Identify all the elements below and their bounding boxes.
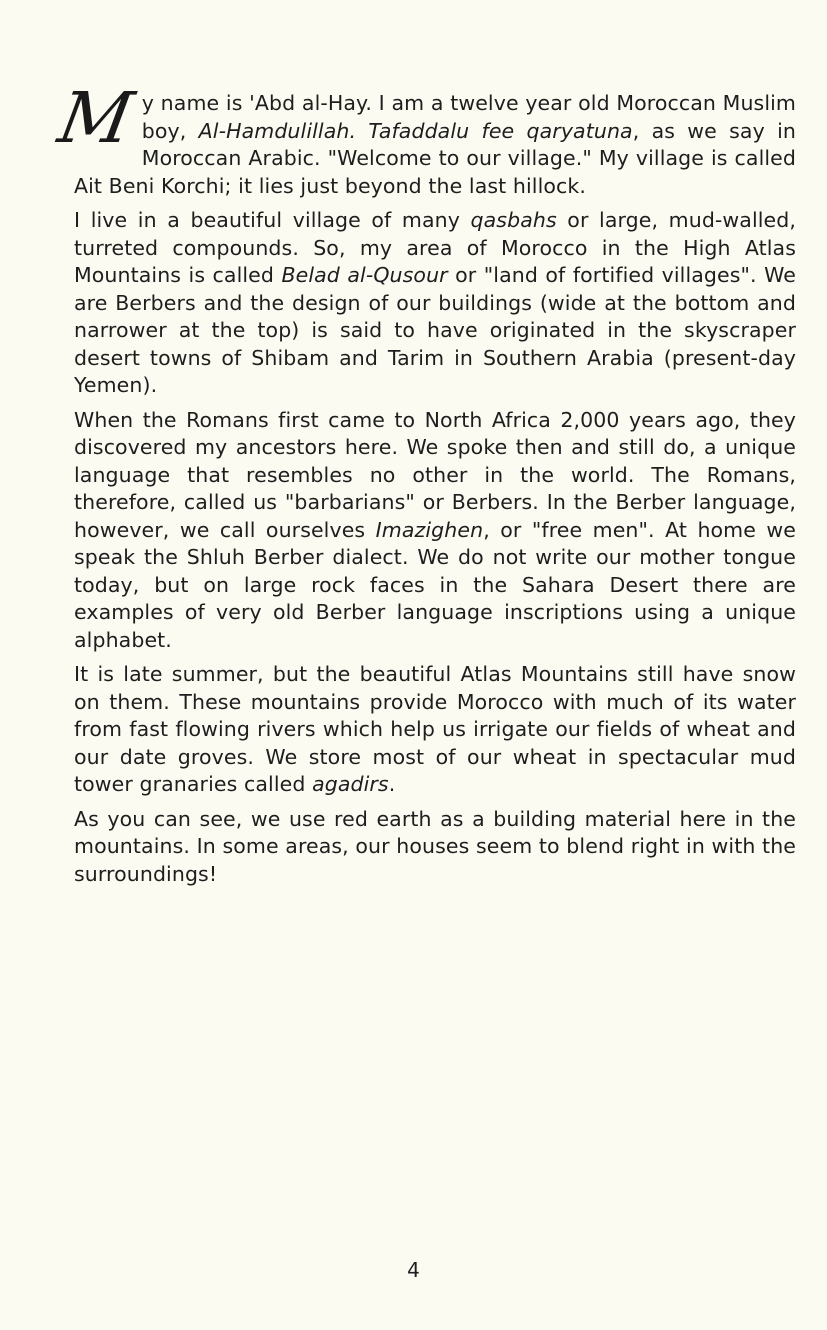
paragraph-5-text-a: As you can see, we use red earth as a building material here in the mountains. In some areas, our houses seem to blend right in with the surroundings! bbox=[74, 806, 796, 886]
paragraph-2-italic-a: qasbahs bbox=[470, 208, 557, 232]
paragraph-5 bbox=[74, 806, 796, 889]
page-number: 4 bbox=[407, 1258, 420, 1282]
body-text bbox=[52, 77, 797, 895]
paragraph-1-italic-a: Al-Hamdulillah. Tafaddalu fee qaryatuna bbox=[198, 118, 633, 143]
paragraph-4-text-a: It is late summer, but the beautiful Atlas Mountains still have snow on them. These mountains provide Morocco with much of its water from fast flowing rivers which help us irrigate our fields of wheat and our date groves. We store most of our wheat in spectacular mud tower granaries called bbox=[74, 662, 796, 796]
paragraph-1-text-b: , as we say in Moroccan Arabic. "Welcome to our village." My village is called Ait Beni Korchi; it lies just beyond the last hillock. bbox=[74, 118, 796, 198]
paragraph-4 bbox=[74, 661, 796, 799]
paragraph-3-text-b: , or "free men". At home we speak the Shluh Berber dialect. We do not write our mother tongue today, but on large rock faces in the Sahara Desert there are examples of very old Berber language inscriptions using a unique alphabet. bbox=[74, 517, 796, 652]
paragraph-2-text-c: or "land of fortified villages". We are Berbers and the design of our buildings (wide at the bottom and narrower at the top) is said to have originated in the skyscraper desert towns of Shibam and Tarim in Southern Arabia (present-day Yemen). bbox=[74, 263, 797, 397]
paragraph-4-italic-a: agadirs bbox=[312, 772, 389, 796]
paragraph-3-italic-a: Imazighen bbox=[375, 517, 484, 542]
drop-cap: M bbox=[52, 77, 140, 159]
paragraph-2 bbox=[74, 207, 796, 400]
paragraph-4-text-b: . bbox=[388, 772, 396, 796]
paragraph-2-text-b: or large, mud-walled, turreted compounds. So, my area of Morocco in the High Atlas Mountains is called bbox=[74, 208, 796, 287]
paragraph-1-text-a: y name is 'Abd al-Hay. I am a twelve year old Moroccan Muslim boy, bbox=[141, 91, 796, 143]
paragraph-2-italic-b: Belad al-Qusour bbox=[281, 263, 448, 287]
paragraph-1 bbox=[52, 77, 796, 200]
paragraph-2-text-a: I live in a beautiful village of many bbox=[74, 208, 471, 232]
paragraph-3-text-a: When the Romans first came to North Africa 2,000 years ago, they discovered my ancestors here. We spoke then and still do, a unique language that resembles no other in the world. The Romans, therefore, called us "barbarians" or Berbers. In the Berber language, however, we call ourselves bbox=[74, 407, 796, 542]
paragraph-3 bbox=[74, 407, 796, 655]
